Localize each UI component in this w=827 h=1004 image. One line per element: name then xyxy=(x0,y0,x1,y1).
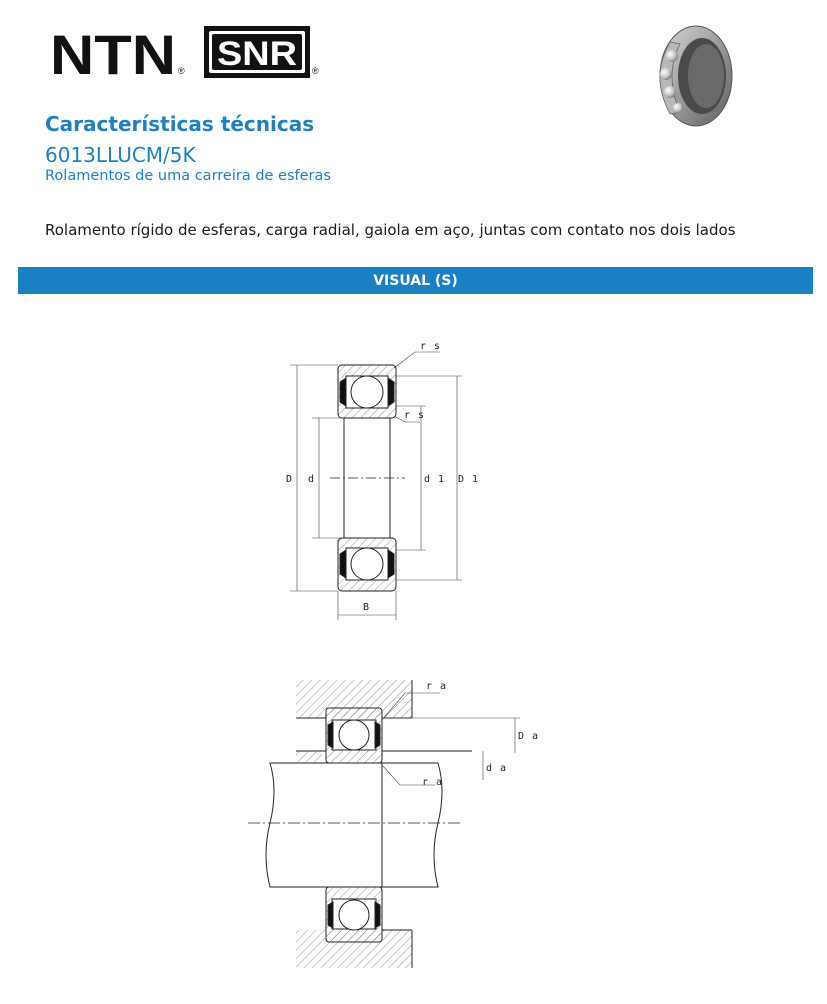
section-bar-label: VISUAL (S) xyxy=(373,273,458,289)
label-rs-top: r s xyxy=(420,341,442,352)
label-D: D xyxy=(286,474,294,485)
product-model: 6013LLUCM/5K xyxy=(45,143,196,167)
ntn-snr-logo xyxy=(50,24,330,80)
label-rs-mid: r s xyxy=(404,410,426,421)
label-ra-mid: r a xyxy=(422,777,444,788)
section-bar xyxy=(18,267,813,294)
label-B: B xyxy=(363,602,371,613)
label-d: d xyxy=(308,474,316,485)
brand-logos xyxy=(50,24,330,80)
product-description: Rolamento rígido de esferas, carga radial, gaiola em aço, juntas com contato nos dois lados xyxy=(45,221,736,239)
bearing-product-image xyxy=(640,22,740,136)
bearing-dimension-drawing xyxy=(270,330,500,625)
label-ra-top: r a xyxy=(426,681,448,692)
label-da: d a xyxy=(486,763,508,774)
label-D1: D 1 xyxy=(458,474,480,485)
svg-text:®: ® xyxy=(178,66,185,76)
ntn-logo-text: NTN xyxy=(50,24,176,80)
svg-text:®: ® xyxy=(312,66,319,76)
mounting-dimension-drawing xyxy=(240,675,550,975)
label-d1: d 1 xyxy=(424,474,446,485)
page-title: Características técnicas xyxy=(45,112,315,136)
snr-logo-text: SNR xyxy=(217,35,297,73)
label-Da: D a xyxy=(518,731,540,742)
product-category: Rolamentos de uma carreira de esferas xyxy=(45,168,331,184)
